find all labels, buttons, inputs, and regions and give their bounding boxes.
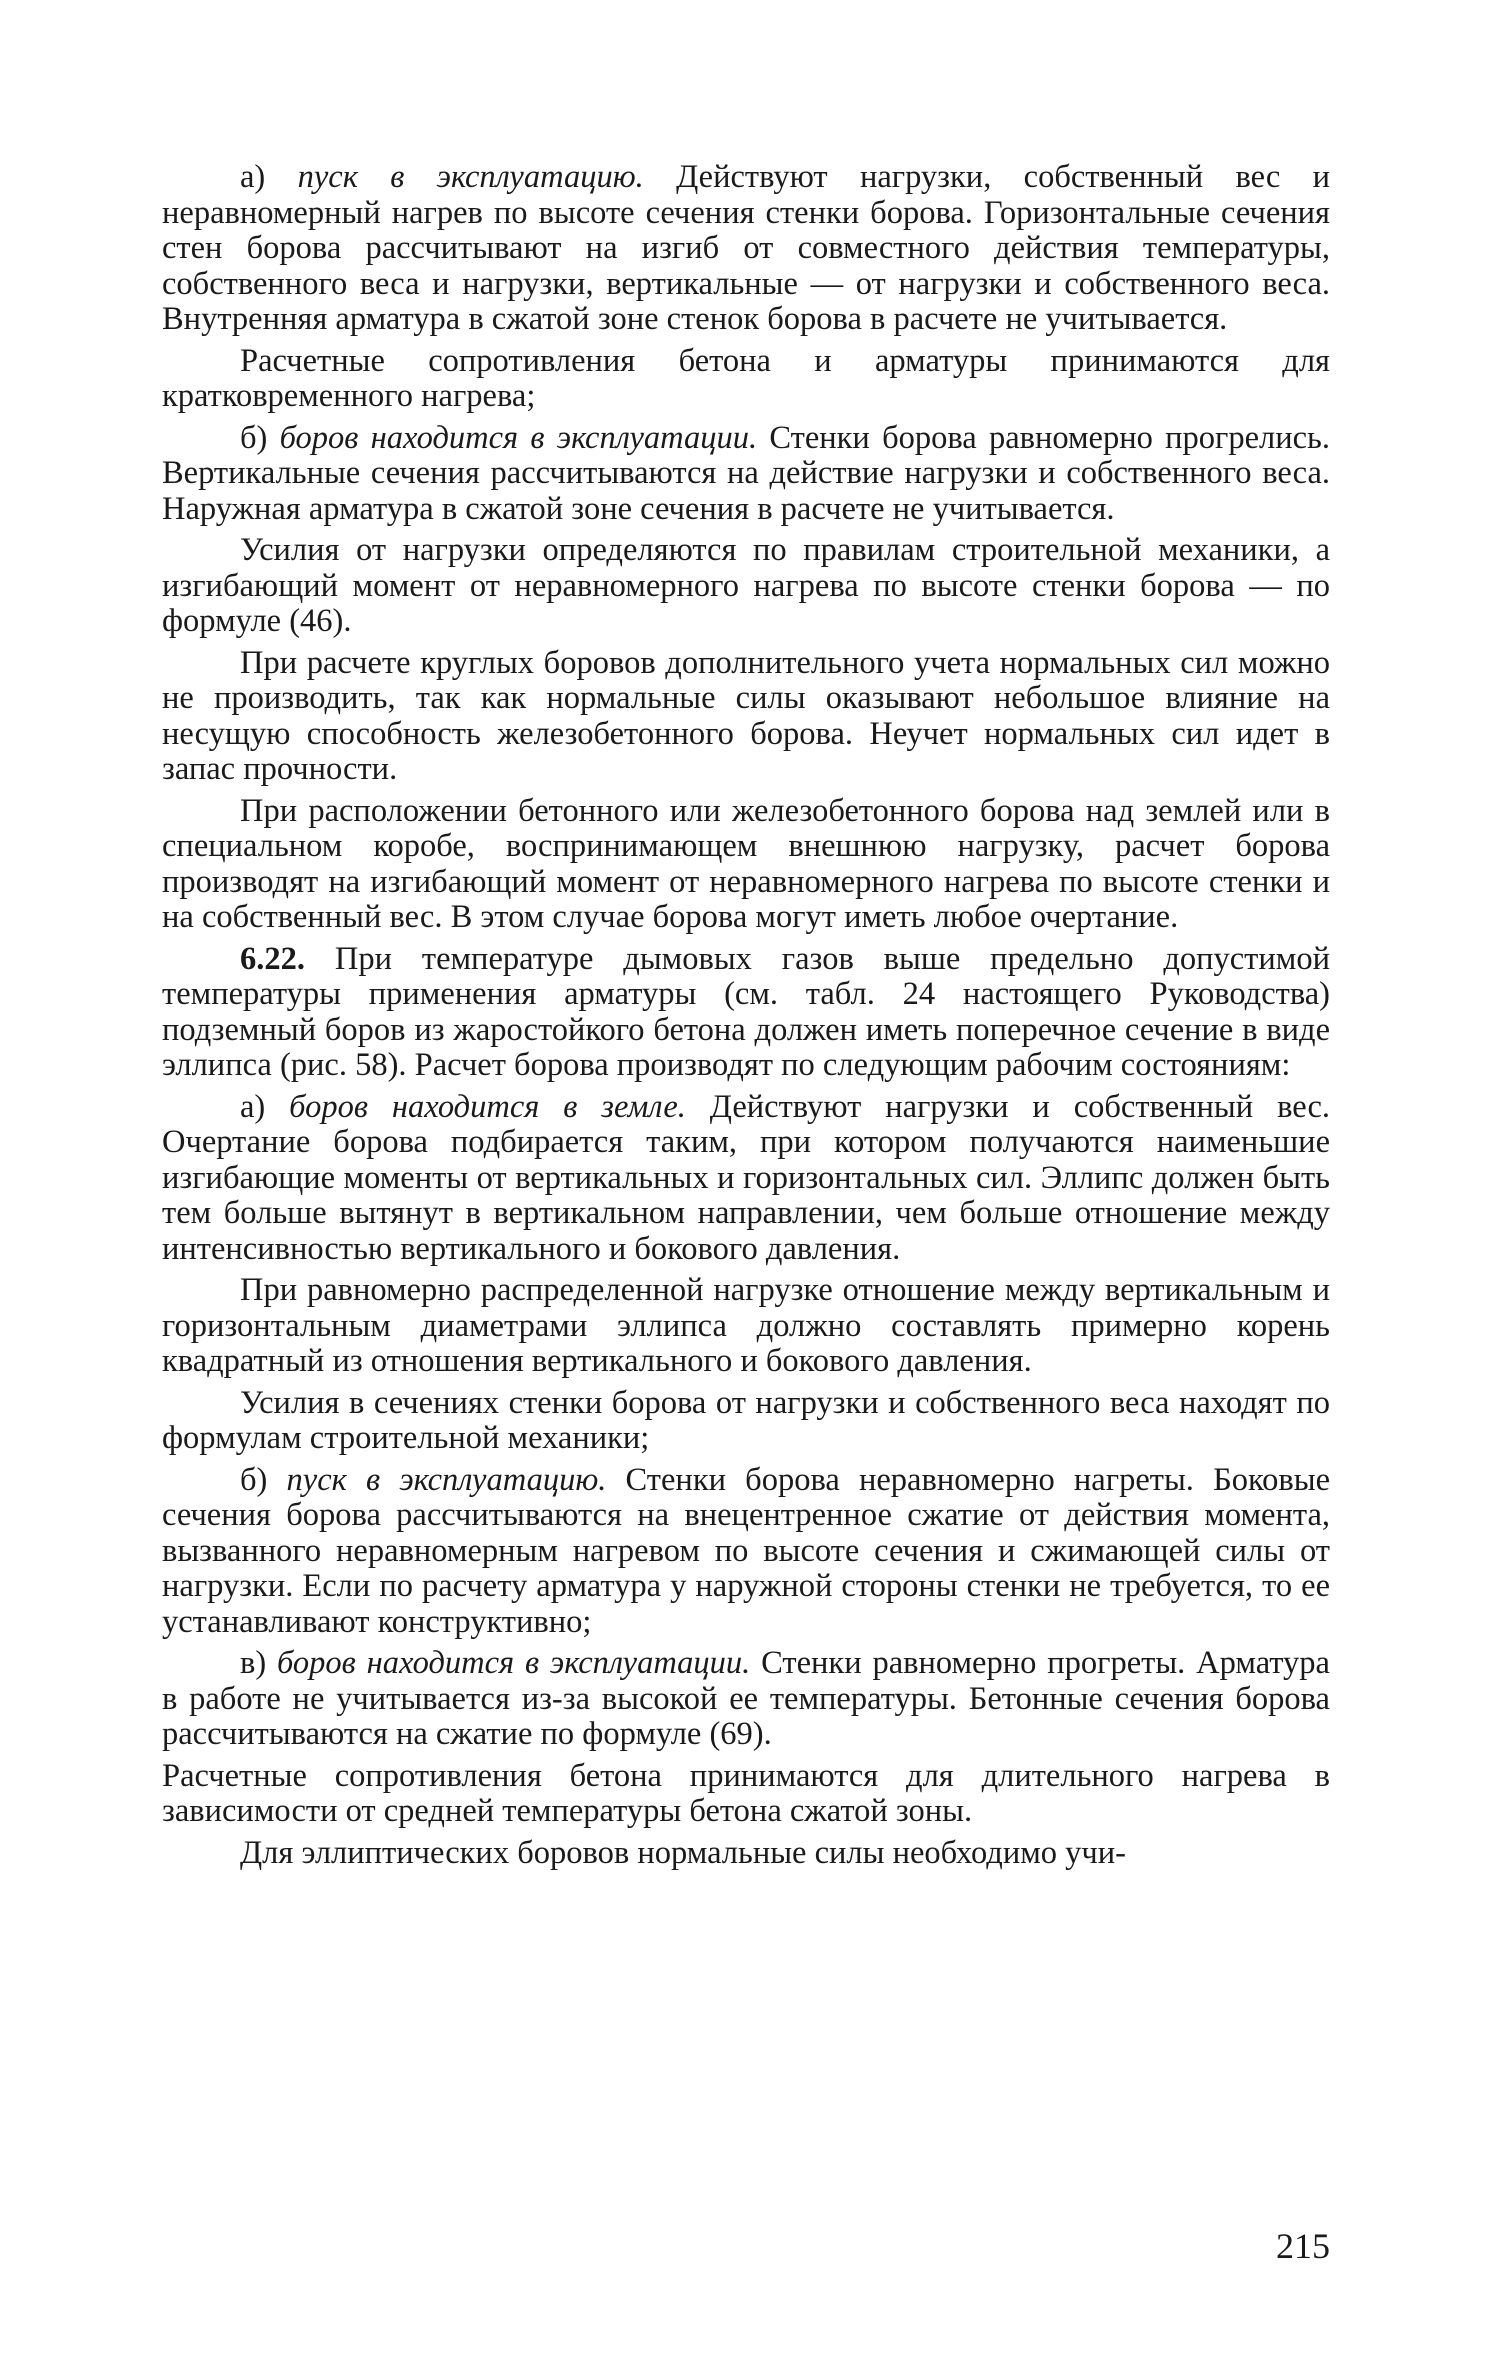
paragraph (162, 1386, 1330, 1457)
list-marker: б) (240, 419, 280, 456)
paragraph (162, 1090, 1330, 1268)
item-heading: боров находится в эксплуатации. (279, 419, 758, 456)
page-body (162, 160, 1330, 1871)
item-heading: пуск в эксплуатацию. (297, 159, 644, 195)
paragraph (162, 942, 1330, 1084)
paragraph-text: Усилия от нагрузки определяются по правилам строительной механики, а изгибающий момент от неравномерного нагрева по высоте стенки борова — по формуле (46). (162, 532, 1330, 639)
paragraph (162, 1836, 1330, 1872)
list-marker: б) (240, 1461, 287, 1498)
paragraph-text: При расположении бетонного или железобетонного борова над землей или в специальном коробе, воспринимающем внешнюю нагрузку, расчет борова производят на изгибающий момент от неравномерного нагрева по высоте стенки и на собственный вес. В этом случае борова могут иметь любое очертание. (162, 792, 1330, 935)
paragraph (162, 646, 1330, 788)
item-heading: боров находится в эксплуатации. (277, 1645, 751, 1681)
list-marker: в) (240, 1645, 278, 1681)
paragraph-text: Стенки борова равномерно прогрелись. Вертикальные сечения рассчитываются на действие нагрузки и собственного веса. Наружная арматура в сжатой зоне сечения в расчете не учитывается. (162, 419, 1331, 527)
paragraph (162, 1463, 1330, 1641)
paragraph (162, 344, 1330, 415)
paragraph (162, 160, 1330, 338)
list-marker: а) (240, 159, 298, 195)
item-heading: боров находится в земле. (289, 1088, 686, 1125)
paragraph (162, 1759, 1330, 1830)
section-number: 6.22. (240, 940, 305, 977)
paragraph-text: Действуют нагрузки и собственный вес. Очертание борова подбирается таким, при котором получаются наименьшие изгибающие моменты от вертикальных и горизонтальных сил. Эллипс должен быть тем больше вытянут в вертикальном направлении, чем больше отношение между интенсивностью вертикального и бокового давления. (162, 1088, 1331, 1267)
paragraph (162, 1646, 1330, 1753)
paragraph (162, 1273, 1330, 1380)
item-heading: пуск в эксплуатацию. (286, 1461, 607, 1498)
paragraph-text: Для эллиптических боровов нормальные силы необходимо учи- (240, 1834, 1126, 1871)
paragraph (162, 794, 1330, 936)
paragraph-text: Действуют нагрузки, собственный вес и неравномерный нагрев по высоте сечения стенки борова. Горизонтальные сечения стен борова рассчитывают на изгиб от совместного действия температуры, собственного веса и нагрузки, вертикальные — от нагрузки и собственного веса. Внутренняя арматура в сжатой зоне стенок борова в расчете не учитывается. (162, 159, 1330, 337)
list-marker: а) (240, 1088, 290, 1125)
paragraph-text: При равномерно распределенной нагрузке отношение между вертикальным и горизонтальным диаметрами эллипса должно составлять примерно корень квадратный из отношения вертикального и бокового давления. (162, 1272, 1330, 1379)
paragraph-text: Усилия в сечениях стенки борова от нагрузки и собственного веса находят по формулам строительной механики; (162, 1384, 1330, 1456)
page-number: 215 (1276, 2226, 1330, 2266)
paragraph (162, 533, 1330, 640)
paragraph (162, 421, 1330, 528)
paragraph-text: Расчетные сопротивления бетона и арматуры принимаются для кратковременного нагрева; (162, 342, 1330, 414)
paragraph-text: Стенки равномерно прогреты. Арматура в работе не учитывается из-за высокой ее температуры. Бетонные сечения борова рассчитываются на сжатие по формуле (69). (162, 1645, 1330, 1752)
paragraph-text: Стенки борова неравномерно нагреты. Боковые сечения борова рассчитываются на внецентренное сжатие от действия момента, вызванного неравномерным нагревом по высоте сечения и сжимающей силы от нагрузки. Если по расчету арматура у наружной стороны стенки не требуется, то ее устанавливают конструктивно; (162, 1461, 1330, 1640)
paragraph-text: При температуре дымовых газов выше предельно допустимой температуры применения арматуры (см. табл. 24 настоящего Руководства) подземный боров из жаростойкого бетона должен иметь поперечное сечение в виде эллипса (рис. 58). Расчет борова производят по следующим рабочим состояниям: (162, 940, 1330, 1083)
paragraph-text: При расчете круглых боровов дополнительного учета нормальных сил можно не производить, так как нормальные силы оказывают небольшое влияние на несущую способность железобетонного борова. Неучет нормальных сил идет в запас прочности. (162, 644, 1330, 787)
paragraph-text: Расчетные сопротивления бетона принимаются для длительного нагрева в зависимости от средней температуры бетона сжатой зоны. (162, 1757, 1330, 1829)
